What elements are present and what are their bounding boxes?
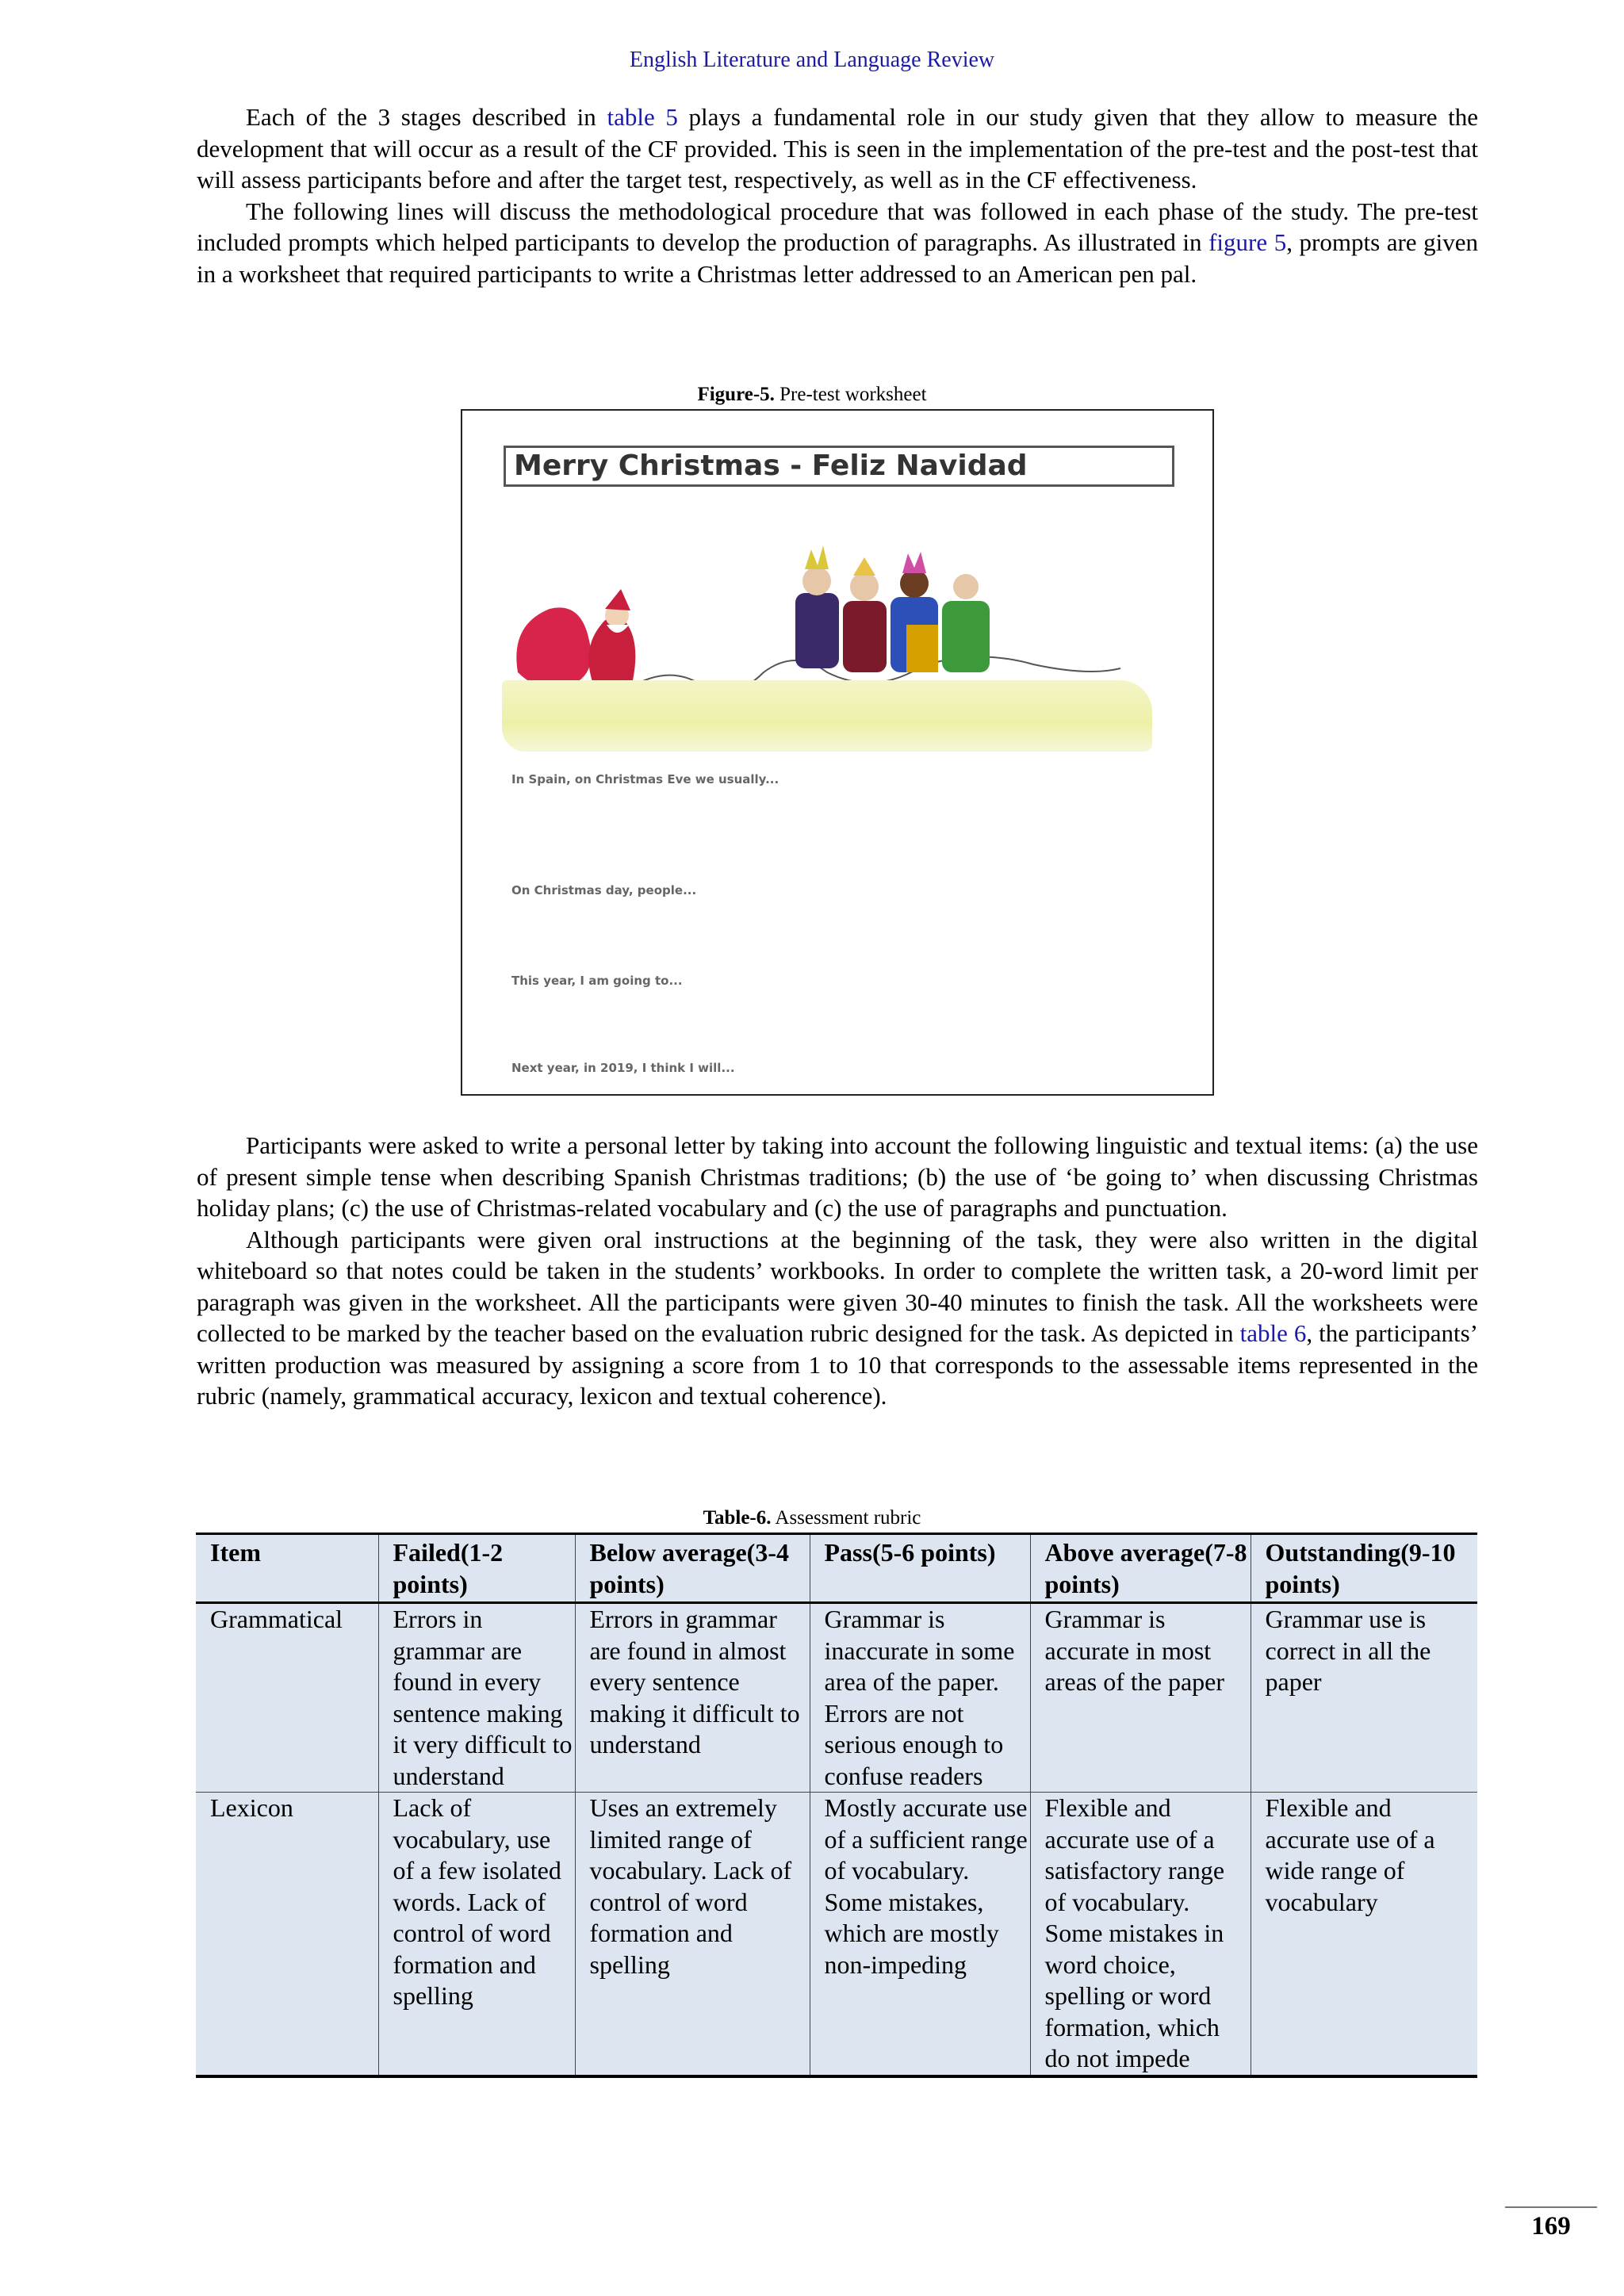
figure-5-link[interactable]: figure 5: [1208, 228, 1287, 256]
table-cell: Uses an extremely limited range of vocabulary. Lack of control of word formation and spelling: [575, 1793, 810, 2076]
table-row: [196, 1793, 1477, 2076]
worksheet-prompt-2: On Christmas day, people...: [511, 883, 697, 897]
table-header-row: [196, 1534, 1477, 1603]
paragraph-4: Although participants were given oral instructions at the beginning of the task, they were also written in the digital whiteboard so that notes could be taken in the students’ workbooks. In order to complete the written task, a 20-word limit per paragraph was given in the worksheet. All the participants were given 30-40 minutes to finish the task. All the worksheets were collected to be marked by the teacher based on the evaluation rubric designed for the task. As depicted in table 6, the participants’ written production was measured by assigning a score from 1 to 10 that corresponds to the assessable items represented in the rubric (namely, grammatical accuracy, lexicon and textual coherence).: [197, 1225, 1478, 1410]
worksheet-prompt-3: This year, I am going to...: [511, 974, 683, 988]
assessment-rubric-table: [196, 1533, 1477, 2078]
worksheet-prompt-4: Next year, in 2019, I think I will...: [511, 1061, 735, 1075]
table-cell: Grammar is inaccurate in some area of the paper. Errors are not serious enough to confuse readers: [810, 1603, 1030, 1793]
header-pass: Pass(5-6 points): [810, 1534, 1030, 1603]
table-cell: Mostly accurate use of a sufficient range of vocabulary. Some mistakes, which are mostly non-impeding: [810, 1793, 1030, 2076]
table-row: [196, 1603, 1477, 1793]
header-outstanding: Outstanding(9-10 points): [1251, 1534, 1477, 1603]
journal-header: English Literature and Language Review: [629, 48, 995, 72]
santa-sack-icon: [516, 607, 591, 688]
pretest-worksheet-figure: [461, 409, 1214, 1096]
worksheet-title: Merry Christmas - Feliz Navidad: [504, 446, 1174, 487]
table-6-link[interactable]: table 6: [1239, 1319, 1307, 1347]
paragraph-2: The following lines will discuss the methodological procedure that was followed in each phase of the study. The pre-test included prompts which helped participants to develop the production of paragraphs. As illustrated in figure 5, prompts are given in a worksheet that required participants to write a Christmas letter addressed to an American pen pal.: [197, 197, 1478, 288]
table-cell: Grammar is accurate in most areas of the paper: [1030, 1603, 1251, 1793]
paragraph-3: Participants were asked to write a personal letter by taking into account the following linguistic and textual items: (a) the use of present simple tense when describing Spanish Christmas traditions; (b) the use of ‘be going to’ when discussing Christmas holiday plans; (c) the use of Christmas-related vocabulary and (c) the use of paragraphs and punctuation.: [197, 1131, 1478, 1222]
table-5-link[interactable]: table 5: [607, 103, 678, 131]
table-cell: Grammar use is correct in all the paper: [1251, 1603, 1477, 1793]
table-caption: Table-6. Assessment rubric: [703, 1507, 921, 1529]
table-cell: Flexible and accurate use of a wide range of vocabulary: [1251, 1793, 1477, 2076]
paragraph-1: Each of the 3 stages described in table 5 plays a fundamental role in our study given that they allow to measure the development that will occur as a result of the CF provided. This is seen in the implementation of the pre-test and the post-test that will assess participants before and after the target test, respectively, as well as in the CF effectiveness.: [197, 103, 1479, 193]
method-text: [197, 1130, 1478, 1412]
table-cell: Lexicon: [210, 1793, 293, 1822]
header-below-average: Below average(3-4 points): [575, 1534, 810, 1603]
three-kings-icon: [795, 545, 990, 672]
figure-caption: Figure-5. Pre-test worksheet: [697, 384, 927, 405]
page-number-rule: [1505, 2206, 1597, 2208]
table-cell: Grammatical: [210, 1605, 343, 1633]
table-cell: Errors in grammar are found in every sentence making it very difficult to understand: [378, 1603, 575, 1793]
worksheet-band: [502, 680, 1152, 752]
header-above-average: Above average(7-8 points): [1030, 1534, 1251, 1603]
table-cell: Errors in grammar are found in almost every sentence making it difficult to understand: [575, 1603, 810, 1793]
intro-text: [197, 101, 1478, 289]
table-cell: Flexible and accurate use of a satisfactory range of vocabulary. Some mistakes in word choice, spelling or word formation, which do not impede: [1030, 1793, 1251, 2076]
table-cell: Lack of vocabulary, use of a few isolated words. Lack of control of word formation and spelling: [378, 1793, 575, 2076]
worksheet-prompt-1: In Spain, on Christmas Eve we usually...: [511, 772, 779, 786]
header-item: Item: [210, 1538, 261, 1567]
header-failed: Failed(1-2 points): [378, 1534, 575, 1603]
page-number: 169: [1531, 2212, 1571, 2241]
